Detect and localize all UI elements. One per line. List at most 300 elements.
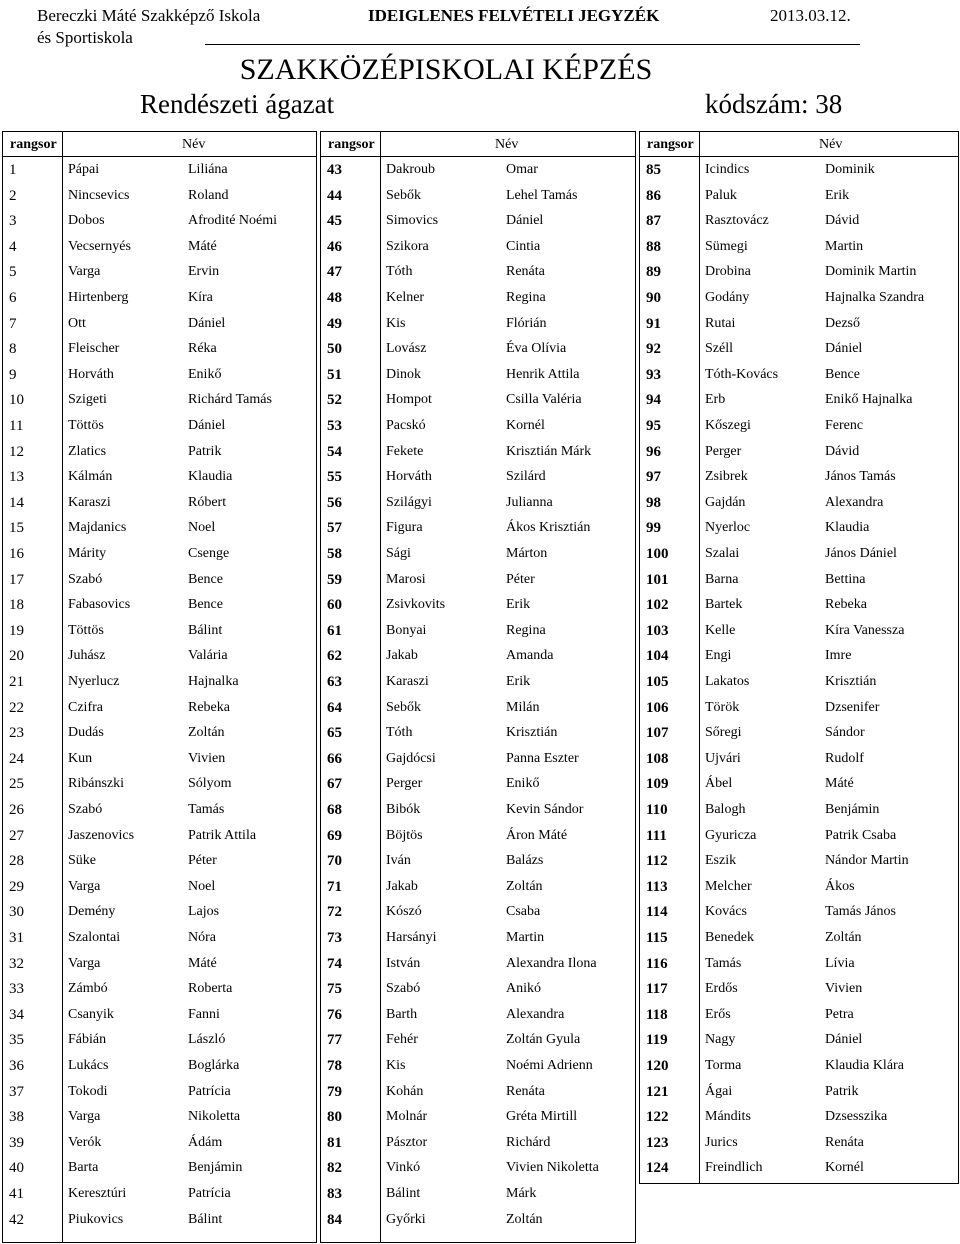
rank-cell: 54 (327, 443, 342, 460)
last-name-cell: Godány (705, 290, 750, 305)
last-name-cell: Töttös (68, 418, 104, 433)
rank-cell: 116 (646, 955, 668, 972)
rank-cell: 16 (9, 546, 24, 562)
first-name-cell: János Tamás (825, 469, 896, 485)
rank-cell: 33 (9, 981, 24, 998)
rank-cell: 38 (9, 1109, 24, 1126)
rank-cell: 57 (327, 520, 342, 537)
table-row (2, 311, 317, 337)
rank-cell: 106 (646, 699, 669, 716)
first-name-cell: Szilárd (506, 469, 546, 485)
first-name-cell: Zoltán (506, 878, 543, 894)
first-name-cell: Rebeka (825, 597, 867, 613)
last-name-cell: Varga (68, 264, 101, 280)
rank-cell: 24 (9, 750, 24, 767)
first-name-cell: Richárd (506, 1134, 551, 1150)
table-row (2, 515, 317, 541)
rank-cell: 112 (646, 853, 668, 870)
first-name-cell: Benjámin (188, 1160, 243, 1176)
table-row (320, 797, 636, 823)
first-name-cell: Réka (188, 341, 217, 357)
rank-cell: 123 (646, 1134, 669, 1151)
table-row (639, 592, 959, 618)
first-name-cell: Richárd Tamás (188, 392, 272, 408)
first-name-cell: Máté (825, 776, 854, 792)
first-name-cell: Martin (825, 238, 864, 254)
table-row (320, 1079, 636, 1105)
table-row (2, 285, 317, 311)
table-row (320, 899, 636, 925)
table-row (2, 439, 317, 465)
rank-header: rangsor (647, 137, 694, 152)
last-name-cell: Rutai (705, 315, 736, 331)
last-name-cell: Nyerlucz (68, 674, 120, 689)
rank-cell: 111 (646, 827, 667, 844)
last-name-cell: Lovász (386, 341, 427, 357)
first-name-cell: Csenge (188, 546, 230, 561)
last-name-cell: Kun (68, 750, 93, 766)
last-name-cell: Erb (705, 392, 726, 408)
first-name-cell: Ákos Krisztián (506, 520, 591, 536)
table-row (320, 592, 636, 618)
table-row (639, 1002, 959, 1028)
last-name-cell: Barth (386, 1006, 418, 1022)
last-name-cell: Zsivkovits (386, 597, 446, 613)
rank-cell: 6 (9, 290, 17, 306)
table-row (320, 771, 636, 797)
table-row (639, 925, 959, 951)
table-row (2, 157, 317, 183)
last-name-cell: Horváth (68, 366, 114, 382)
rank-cell: 101 (646, 571, 669, 588)
table-row (2, 618, 317, 644)
table-row (320, 720, 636, 746)
last-name-cell: Kis (386, 315, 406, 331)
last-name-cell: Hirtenberg (68, 290, 129, 305)
last-name-cell: Zsibrek (705, 469, 748, 485)
rank-cell: 122 (646, 1109, 669, 1126)
name-header: Név (819, 137, 843, 152)
table-row (2, 976, 317, 1002)
rank-cell: 80 (327, 1109, 342, 1126)
last-name-cell: Hompot (386, 392, 432, 408)
rank-cell: 62 (327, 648, 342, 665)
first-name-cell: Dzsesszika (825, 1109, 888, 1125)
first-name-cell: Dániel (825, 1032, 863, 1048)
last-name-cell: Lakatos (705, 674, 750, 689)
last-name-cell: Kovács (705, 904, 747, 920)
rank-cell: 95 (646, 418, 661, 434)
last-name-cell: Juhász (68, 648, 106, 664)
rank-cell: 14 (9, 494, 24, 511)
first-name-cell: Alexandra (506, 1006, 565, 1022)
rank-cell: 59 (327, 571, 342, 588)
rank-cell: 73 (327, 930, 342, 946)
first-name-cell: Renáta (825, 1134, 864, 1150)
last-name-cell: Tokodi (68, 1083, 108, 1099)
rank-cell: 66 (327, 750, 342, 767)
table-row (2, 183, 317, 209)
last-name-cell: Bonyai (386, 622, 427, 638)
rank-cell: 121 (646, 1083, 669, 1100)
last-name-cell: Vecsernyés (68, 238, 131, 254)
table-row (639, 899, 959, 925)
table-row (320, 1181, 636, 1207)
header-divider (205, 44, 860, 45)
first-name-cell: Nándor Martin (825, 853, 909, 869)
last-name-cell: Szilágyi (386, 494, 432, 510)
first-name-cell: Dávid (825, 443, 860, 459)
table-row (639, 797, 959, 823)
table-row (639, 695, 959, 721)
last-name-cell: Zámbó (68, 981, 108, 997)
last-name-cell: Kis (386, 1058, 406, 1073)
rank-cell: 77 (327, 1032, 342, 1049)
last-name-cell: Jurics (705, 1134, 738, 1150)
rank-cell: 90 (646, 290, 661, 306)
table-row (320, 823, 636, 849)
table-row (2, 643, 317, 669)
first-name-cell: Petra (825, 1006, 854, 1022)
table-row (639, 746, 959, 772)
first-name-cell: Sólyom (188, 776, 232, 792)
first-name-cell: Boglárka (188, 1058, 240, 1073)
first-name-cell: Dániel (825, 341, 863, 357)
last-name-cell: Barna (705, 571, 739, 587)
last-name-cell: Pásztor (386, 1134, 428, 1150)
last-name-cell: Erős (705, 1006, 731, 1022)
school-name-line1: Bereczki Máté Szakképző Iskola (37, 6, 261, 25)
table-row (2, 208, 317, 234)
last-name-cell: Varga (68, 878, 101, 894)
first-name-cell: Dzsenifer (825, 699, 880, 715)
rank-cell: 31 (9, 930, 24, 946)
first-name-cell: Martin (506, 930, 545, 945)
rank-cell: 81 (327, 1134, 342, 1151)
last-name-cell: Varga (68, 1109, 101, 1125)
last-name-cell: Pápai (68, 162, 100, 177)
first-name-cell: Márton (506, 546, 548, 561)
first-name-cell: Ervin (188, 264, 220, 280)
rank-cell: 41 (9, 1186, 24, 1202)
rank-cell: 98 (646, 494, 661, 511)
last-name-cell: Karaszi (68, 494, 111, 510)
table-row (320, 541, 636, 567)
rank-cell: 35 (9, 1032, 24, 1049)
last-name-cell: Kelle (705, 622, 736, 638)
first-name-cell: Máté (188, 238, 217, 254)
first-name-cell: Afrodité Noémi (188, 213, 278, 229)
last-name-cell: Dakroub (386, 162, 435, 177)
last-name-cell: Tamás (705, 955, 742, 971)
last-name-cell: Ábel (705, 776, 733, 792)
first-name-cell: Bence (825, 366, 860, 382)
first-name-cell: Dezső (825, 315, 860, 331)
first-name-cell: Csilla Valéria (506, 392, 582, 408)
last-name-cell: Jakab (386, 648, 418, 664)
last-name-cell: Fabasovics (68, 597, 131, 613)
rank-cell: 109 (646, 776, 669, 793)
table-row (320, 208, 636, 234)
table-row (2, 1053, 317, 1079)
first-name-cell: Alexandra (825, 494, 884, 510)
first-name-cell: Ádám (188, 1134, 223, 1150)
first-name-cell: Dávid (825, 213, 860, 229)
last-name-cell: Kelner (386, 290, 425, 305)
first-name-cell: Liliána (188, 162, 228, 177)
last-name-cell: Nincsevics (68, 187, 130, 203)
rank-cell: 114 (646, 904, 668, 921)
last-name-cell: Horváth (386, 469, 432, 485)
rank-cell: 99 (646, 520, 661, 537)
rank-cell: 118 (646, 1006, 668, 1023)
last-name-cell: Torma (705, 1058, 742, 1073)
first-name-cell: Róbert (188, 494, 227, 510)
program-code: kódszám: 38 (705, 89, 843, 119)
last-name-cell: Gajdán (705, 494, 746, 510)
last-name-cell: Marosi (386, 571, 426, 587)
school-name-line2: és Sportiskola (37, 28, 133, 47)
first-name-cell: Kevin Sándor (506, 802, 584, 817)
last-name-cell: Harsányi (386, 930, 437, 945)
page-subtitle: Rendészeti ágazat (140, 89, 335, 119)
rank-cell: 58 (327, 546, 342, 562)
first-name-cell: Máté (188, 955, 217, 971)
last-name-cell: Molnár (386, 1109, 428, 1125)
last-name-cell: Melcher (705, 878, 752, 894)
rank-cell: 13 (9, 469, 24, 486)
last-name-cell: Figura (386, 520, 423, 536)
table-row (639, 183, 959, 209)
last-name-cell: Verók (68, 1134, 102, 1150)
last-name-cell: Sőregi (705, 725, 742, 741)
table-row (2, 259, 317, 285)
rank-cell: 15 (9, 520, 24, 537)
rank-cell: 71 (327, 878, 342, 895)
last-name-cell: Tóth-Kovács (705, 366, 779, 382)
first-name-cell: Patrik (825, 1083, 859, 1099)
last-name-cell: Keresztúri (68, 1186, 127, 1201)
table-row (639, 618, 959, 644)
table-row (320, 490, 636, 516)
first-name-cell: Erik (506, 674, 531, 689)
first-name-cell: Noel (188, 878, 216, 894)
last-name-cell: Ott (68, 315, 86, 331)
document-header (0, 2, 960, 46)
table-row (320, 183, 636, 209)
rank-cell: 89 (646, 264, 661, 281)
table-row (2, 848, 317, 874)
table-row (2, 1104, 317, 1130)
first-name-cell: Zoltán (188, 725, 225, 741)
last-name-cell: Paluk (705, 187, 737, 203)
last-name-cell: Icindics (705, 162, 750, 177)
last-name-cell: Karaszi (386, 674, 429, 689)
first-name-cell: Amanda (506, 648, 554, 664)
first-name-cell: Milán (506, 699, 540, 715)
rank-cell: 48 (327, 290, 342, 306)
table-row (320, 259, 636, 285)
last-name-cell: Szabó (386, 981, 421, 997)
rank-cell: 52 (327, 392, 342, 409)
table-row (2, 925, 317, 951)
last-name-cell: Nagy (705, 1032, 736, 1048)
first-name-cell: Flórián (506, 315, 547, 331)
rank-cell: 119 (646, 1032, 668, 1049)
rank-cell: 97 (646, 469, 661, 486)
rank-cell: 102 (646, 597, 669, 614)
last-name-cell: Engi (705, 648, 732, 664)
rank-cell: 27 (9, 827, 24, 844)
first-name-cell: Patrícia (188, 1186, 231, 1201)
rank-cell: 87 (646, 213, 661, 230)
first-name-cell: Rebeka (188, 699, 230, 715)
table-row (2, 720, 317, 746)
table-row (2, 1207, 317, 1233)
last-name-cell: Nyerloc (705, 520, 751, 536)
table-row (639, 823, 959, 849)
rank-cell: 26 (9, 802, 24, 818)
first-name-cell: Zoltán (506, 1211, 543, 1227)
first-name-cell: Enikő (506, 776, 540, 792)
first-name-cell: Vivien (825, 981, 863, 997)
rank-cell: 94 (646, 392, 661, 409)
table-row (2, 1027, 317, 1053)
last-name-cell: Csanyik (68, 1006, 114, 1022)
first-name-cell: Ferenc (825, 418, 864, 433)
first-name-cell: Alexandra Ilona (506, 955, 597, 971)
rank-cell: 28 (9, 853, 24, 870)
table-row (320, 618, 636, 644)
last-name-cell: Perger (386, 776, 423, 792)
rank-cell: 107 (646, 725, 669, 742)
first-name-cell: Regina (506, 622, 546, 638)
first-name-cell: Patrik Csaba (825, 827, 897, 843)
rank-cell: 8 (9, 341, 17, 358)
last-name-cell: István (386, 955, 421, 971)
first-name-cell: János Dániel (825, 546, 897, 561)
rank-cell: 115 (646, 930, 668, 946)
rank-cell: 72 (327, 904, 342, 921)
last-name-cell: Bálint (386, 1186, 421, 1201)
last-name-cell: Perger (705, 443, 742, 459)
last-name-cell: Rasztovácz (705, 213, 769, 229)
table-row (2, 336, 317, 362)
table-row (320, 951, 636, 977)
table-row (320, 1207, 636, 1233)
first-name-cell: Márk (506, 1186, 537, 1201)
first-name-cell: Krisztián (506, 725, 558, 741)
table-row (639, 336, 959, 362)
last-name-cell: Tóth (386, 725, 413, 741)
rank-cell: 50 (327, 341, 342, 358)
rank-cell: 91 (646, 315, 661, 332)
document-date: 2013.03.12. (770, 6, 851, 25)
first-name-cell: Henrik Attila (506, 366, 580, 382)
last-name-cell: Böjtös (386, 827, 423, 843)
last-name-cell: Bartek (705, 597, 743, 613)
last-name-cell: Demény (68, 904, 116, 920)
last-name-cell: Kálmán (68, 469, 113, 485)
last-name-cell: Szalontai (68, 930, 121, 945)
table-row (639, 1053, 959, 1079)
first-name-cell: Erik (506, 597, 531, 613)
last-name-cell: Piukovics (68, 1211, 124, 1227)
first-name-cell: László (188, 1032, 226, 1048)
first-name-cell: Csaba (506, 904, 541, 920)
first-name-cell: Bence (188, 571, 223, 587)
rank-cell: 120 (646, 1058, 669, 1074)
last-name-cell: Zlatics (68, 443, 107, 459)
first-name-cell: Klaudia Klára (825, 1058, 904, 1073)
last-name-cell: Fleischer (68, 341, 120, 357)
last-name-cell: Dinok (386, 366, 421, 382)
rank-cell: 117 (646, 981, 668, 998)
rank-cell: 83 (327, 1186, 342, 1202)
last-name-cell: Szigeti (68, 392, 107, 408)
rank-cell: 108 (646, 750, 669, 767)
rank-cell: 61 (327, 622, 342, 639)
table-row (639, 413, 959, 439)
table-row (320, 874, 636, 900)
last-name-cell: Sebők (386, 187, 421, 203)
table-row (320, 362, 636, 388)
table-row (2, 746, 317, 772)
rank-cell: 29 (9, 878, 24, 895)
first-name-cell: Imre (825, 648, 852, 664)
last-name-cell: Vinkó (386, 1160, 421, 1176)
first-name-cell: Krisztián Márk (506, 443, 592, 459)
first-name-cell: Roland (188, 187, 229, 203)
first-name-cell: Ákos (825, 878, 855, 894)
table-row (2, 234, 317, 260)
table-row (2, 899, 317, 925)
last-name-cell: Majdanics (68, 520, 127, 536)
rank-cell: 4 (9, 238, 17, 255)
last-name-cell: Fehér (386, 1032, 418, 1048)
rank-cell: 86 (646, 187, 661, 204)
rank-cell: 37 (9, 1083, 24, 1100)
table-row (320, 669, 636, 695)
first-name-cell: Noel (188, 520, 216, 536)
page-title: SZAKKÖZÉPISKOLAI KÉPZÉS (239, 53, 653, 86)
table-row (639, 976, 959, 1002)
first-name-cell: Panna Eszter (506, 750, 579, 766)
rank-cell: 42 (9, 1211, 24, 1228)
first-name-cell: Bálint (188, 622, 223, 638)
table-row (639, 874, 959, 900)
table-row (639, 439, 959, 465)
table-row (639, 259, 959, 285)
rank-cell: 5 (9, 264, 17, 281)
first-name-cell: Renáta (506, 264, 545, 280)
rank-cell: 100 (646, 546, 669, 562)
name-header: Név (182, 137, 206, 152)
first-name-cell: Vivien Nikoletta (506, 1160, 599, 1176)
table-row (2, 362, 317, 388)
rank-cell: 82 (327, 1160, 342, 1177)
table-row (2, 1181, 317, 1207)
first-name-cell: Zoltán (825, 930, 862, 945)
table-row (320, 976, 636, 1002)
last-name-cell: Töttös (68, 622, 104, 638)
first-name-cell: Kíra Vanessza (825, 622, 905, 638)
last-name-cell: Simovics (386, 213, 439, 229)
first-name-cell: Kornél (825, 1160, 864, 1176)
rank-cell: 55 (327, 469, 342, 486)
column-header (639, 134, 959, 156)
first-name-cell: Tamás (188, 802, 225, 817)
